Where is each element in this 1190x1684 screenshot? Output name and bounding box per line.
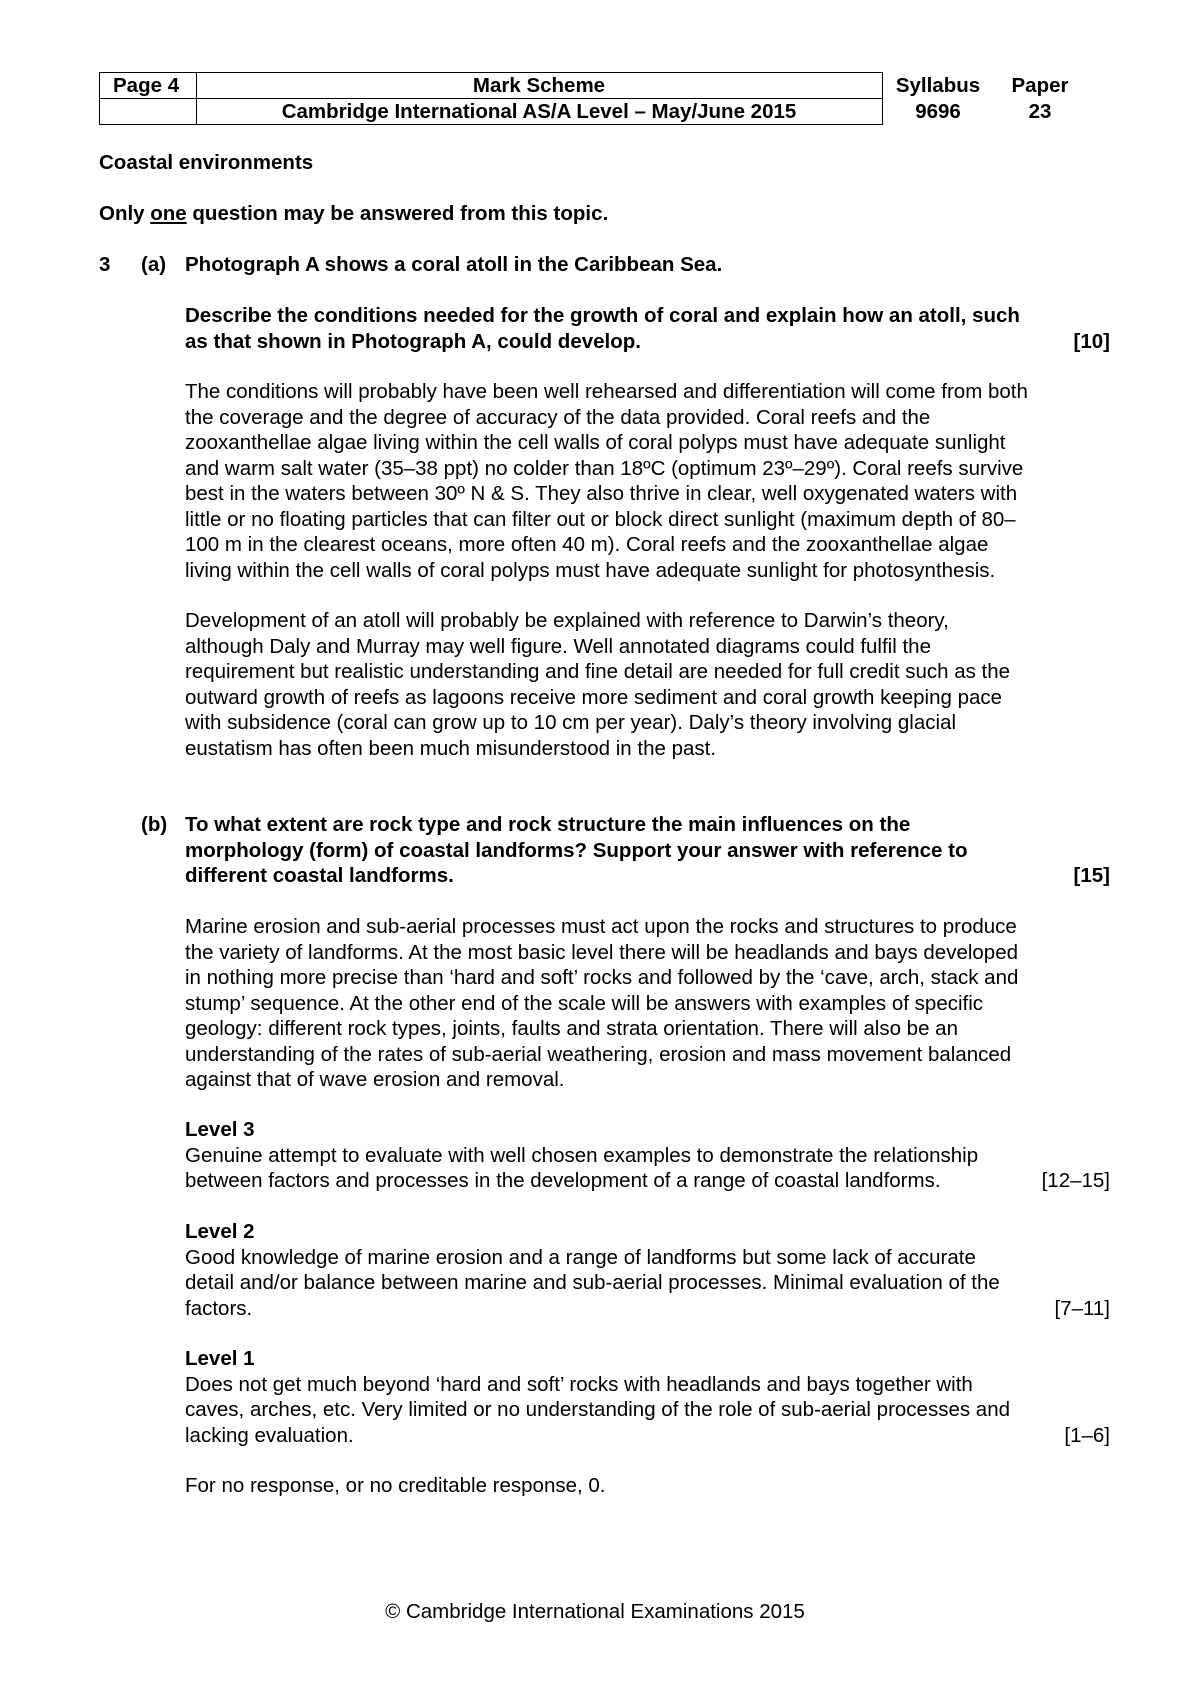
level-3-marks: [12–15] — [1041, 1169, 1110, 1192]
doc-title: Mark Scheme — [472, 74, 606, 97]
level-2-last-line — [185, 1296, 1110, 1322]
text-line: best in the waters between 30º N & S. They also thrive in clear, well oxygenated waters with — [185, 482, 1018, 505]
part-b-question-line-3 — [185, 863, 1110, 889]
text-line: Good knowledge of marine erosion and a range of landforms but some lack of accurate — [185, 1245, 976, 1269]
part-b-question — [185, 812, 1110, 889]
instruction-post: question may be answered from this topic. — [186, 202, 609, 225]
text-line: stump’ sequence. At the other end of the scale will be answers with examples of specific — [185, 991, 984, 1015]
text-line: geology: different rock types, joints, faults and strata orientation. There will also be an — [185, 1017, 958, 1040]
text-line: Does not get much beyond ‘hard and soft’ rocks with headlands and bays together with — [185, 1372, 973, 1396]
doc-subtitle: Cambridge International AS/A Level – May/June 2015 — [281, 100, 797, 123]
text-line: living within the cell walls of coral polyps must have adequate sunlight for photosynthesis. — [185, 558, 996, 582]
text-line: requirement but realistic understanding and fine detail are needed for full credit such as the — [185, 660, 1011, 683]
text-line: Marine erosion and sub-aerial processes must act upon the rocks and structures to produce — [185, 915, 1017, 938]
text-line: The conditions will probably have been well rehearsed and differentiation will come from both — [185, 380, 1028, 403]
text-line: zooxanthellae algae living within the cell walls of coral polyps must have adequate sunlight — [185, 431, 1006, 454]
text-line: detail and/or balance between marine and sub-aerial processes. Minimal evaluation of the — [185, 1271, 1000, 1294]
topic-instruction — [99, 201, 608, 227]
text-line: between factors and processes in the development of a range of coastal landforms. — [185, 1169, 941, 1192]
text-line: although Daly and Murray may well figure. Well annotated diagrams could fulfil the — [185, 634, 931, 658]
text-line: eustatism has often been much misunderstood in the past. — [185, 736, 717, 760]
syllabus-value: 9696 — [915, 100, 961, 123]
text-line: caves, arches, etc. Very limited or no understanding of the role of sub-aerial processes and — [185, 1398, 1011, 1421]
part-a-question-text: as that shown in Photograph A, could develop. — [185, 329, 641, 353]
header-table — [99, 72, 883, 125]
level-3-last-line — [185, 1168, 1110, 1194]
part-a-question — [185, 303, 1110, 354]
text-line: and warm salt water (35–38 ppt) no colder than 18ºC (optimum 23º–29º). Coral reefs survive — [185, 456, 1024, 480]
text-line: in nothing more precise than ‘hard and soft’ rocks and followed by the ‘cave, arch, stack and — [185, 966, 1019, 989]
part-b-marks: [15] — [1073, 864, 1110, 887]
part-a-answer-2 — [185, 608, 1110, 761]
level-1-marks: [1–6] — [1064, 1423, 1110, 1447]
text-line: with subsidence (coral can grow up to 10 cm per year). Daly’s theory involving glacial — [185, 711, 957, 734]
text-line: lacking evaluation. — [185, 1423, 354, 1447]
text-line: understanding of the rates of sub-aerial weathering, erosion and mass movement balanced — [185, 1042, 1012, 1066]
part-b-question-text: different coastal landforms. — [185, 864, 454, 887]
page-number: Page 4 — [113, 74, 180, 97]
part-b-answer — [185, 914, 1110, 1093]
text-line: the variety of landforms. At the most basic level there will be headlands and bays developed — [185, 940, 1019, 964]
section-title: Coastal environments — [99, 151, 314, 174]
text-line: outward growth of reefs as lagoons receive more sediment and coral growth keeping pace — [185, 685, 1003, 709]
level-2-marks: [7–11] — [1054, 1296, 1110, 1320]
paper-label: Paper — [1011, 74, 1069, 97]
text-line: Development of an atoll will probably be explained with reference to Darwin’s theory, — [185, 609, 949, 632]
text-line: against that of wave erosion and removal. — [185, 1068, 565, 1091]
paper-value: 23 — [1028, 100, 1052, 123]
no-response-note: For no response, or no creditable response, 0. — [185, 1474, 606, 1497]
instruction-pre: Only — [99, 202, 151, 225]
level-1 — [185, 1346, 1110, 1448]
text-line: 100 m in the clearest oceans, more often 40 m). Coral reefs and the zooxanthellae algae — [185, 533, 989, 556]
part-a-intro: Photograph A shows a coral atoll in the Caribbean Sea. — [185, 253, 723, 276]
part-a-label: (a) — [141, 253, 167, 276]
text-line: Genuine attempt to evaluate with well chosen examples to demonstrate the relationship — [185, 1143, 979, 1167]
level-2 — [185, 1219, 1110, 1321]
syllabus-label: Syllabus — [895, 74, 981, 97]
text-line: factors. — [185, 1296, 253, 1320]
text-line: little or no floating particles that can filter out or block direct sunlight (maximum depth of 80– — [185, 507, 1016, 531]
level-3 — [185, 1117, 1110, 1194]
part-b-question-line: morphology (form) of coastal landforms? Support your answer with reference to — [185, 838, 968, 862]
part-a-marks: [10] — [1073, 329, 1110, 353]
part-a-question-line-2 — [185, 329, 1110, 355]
part-b-label: (b) — [141, 813, 168, 836]
copyright-footer: © Cambridge International Examinations 2015 — [385, 1600, 805, 1623]
level-3-title: Level 3 — [185, 1118, 255, 1141]
level-1-title: Level 1 — [185, 1347, 255, 1370]
text-line: the coverage and the degree of accuracy of the data provided. Coral reefs and the — [185, 405, 931, 429]
instruction-underlined: one — [150, 202, 187, 225]
part-a-answer-1 — [185, 379, 1110, 583]
part-a-question-line: Describe the conditions needed for the growth of coral and explain how an atoll, such — [185, 304, 1020, 327]
level-2-title: Level 2 — [185, 1220, 255, 1243]
part-b-question-line: To what extent are rock type and rock structure the main influences on the — [185, 813, 911, 836]
question-number: 3 — [99, 253, 111, 276]
level-1-last-line — [185, 1423, 1110, 1449]
